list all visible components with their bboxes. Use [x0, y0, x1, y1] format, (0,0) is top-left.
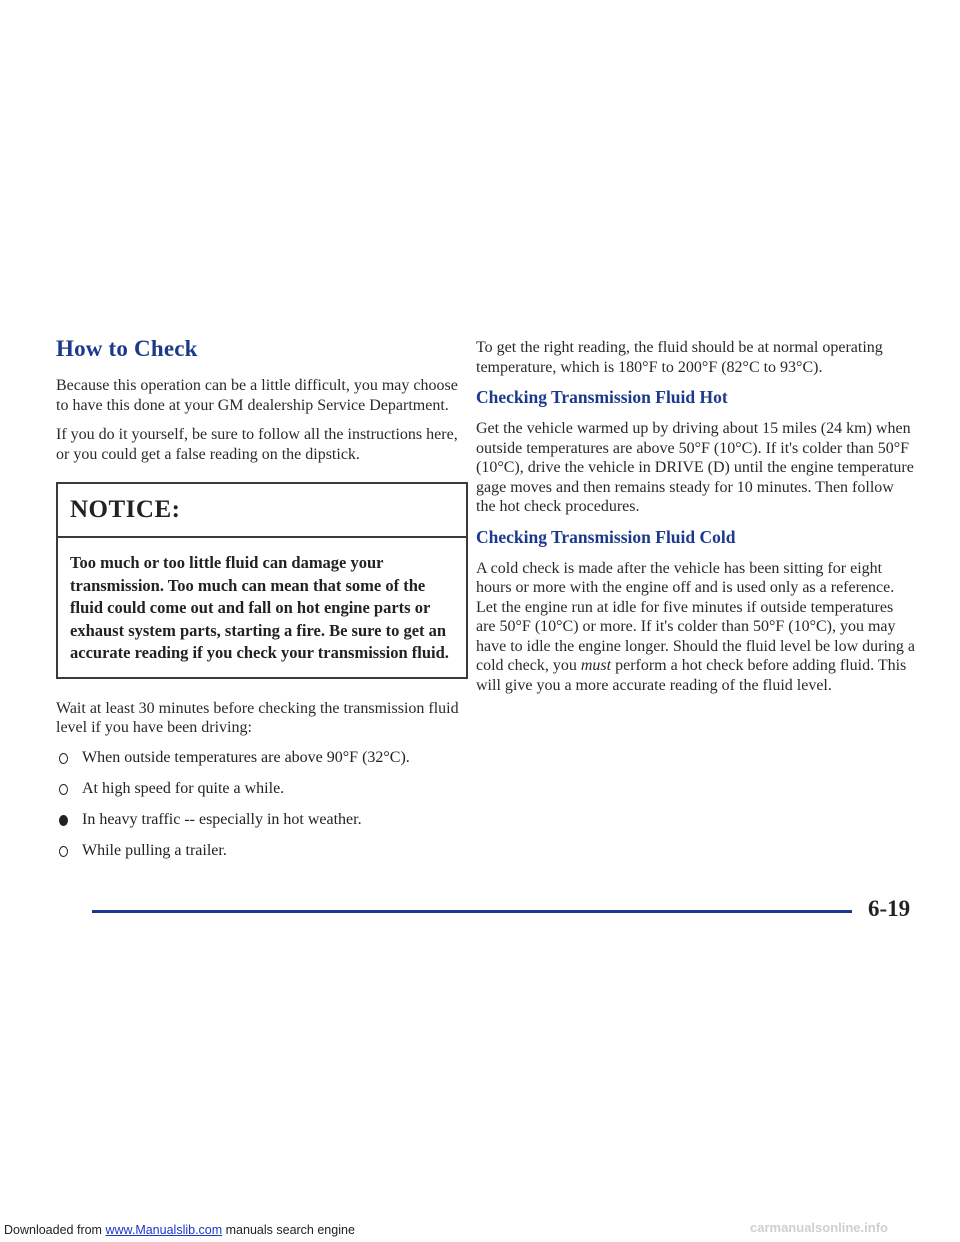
footer-suffix: manuals search engine — [222, 1223, 355, 1237]
notice-box — [56, 482, 468, 679]
notice-title: NOTICE: — [58, 484, 466, 538]
list-item-text: At high speed for quite a while. — [82, 779, 285, 797]
page-number: 6-19 — [868, 896, 911, 921]
bullet-icon — [59, 846, 68, 857]
list-item — [56, 779, 470, 798]
list-item — [56, 841, 470, 860]
cold-check-paragraph — [476, 559, 916, 696]
instructions-paragraph: If you do it yourself, be sure to follow all the instructions here, or you could get a false reading on the dipstick. — [56, 426, 458, 463]
left-column — [56, 336, 470, 872]
cold-check-heading: Checking Transmission Fluid Cold — [476, 526, 736, 547]
temperature-paragraph: To get the right reading, the fluid should be at normal operating temperature, which is 180°F to 200°F (82°C to 93°C). — [476, 339, 883, 376]
right-column — [476, 338, 916, 705]
condition-list — [56, 748, 470, 860]
footer-rule — [92, 910, 852, 913]
bullet-icon — [59, 815, 68, 826]
hot-check-paragraph: Get the vehicle warmed up by driving about 15 miles (24 km) when outside temperatures are above 50°F (10°C). If it's colder than 50°F (10°C), drive the vehicle in DRIVE (D) until the engine temperature gage moves and then remains steady for 10 minutes. Then follow the hot check procedures. — [476, 420, 914, 515]
download-footer — [4, 1223, 355, 1237]
list-item — [56, 810, 470, 829]
hot-check-heading: Checking Transmission Fluid Hot — [476, 387, 728, 407]
manualslib-link[interactable]: www.Manualslib.com — [105, 1223, 223, 1237]
intro-paragraph: Because this operation can be a little difficult, you may choose to have this done at your GM dealership Service Department. — [56, 377, 458, 414]
list-item-text: While pulling a trailer. — [82, 841, 227, 859]
section-heading: How to Check — [56, 336, 198, 361]
bullet-icon — [59, 753, 68, 764]
cold-check-text-2: perform a hot check before adding fluid. This will give you a more accurate reading of the fluid level. — [476, 657, 907, 694]
cold-check-text-1: A cold check is made after the vehicle has been sitting for eight hours or more with the engine off and is used only as a reference. Let the engine run at idle for five minutes if outside temperatures are 50°F (10°C) or more. If it's colder than 50°F (10°C), you may have to idle the engine longer. Should the fluid level be low during a cold check, you — [476, 559, 916, 674]
watermark: carmanualsonline.info — [750, 1220, 888, 1235]
footer-prefix: Downloaded from — [4, 1223, 106, 1237]
cold-check-emphasis: must — [580, 657, 612, 674]
wait-paragraph: Wait at least 30 minutes before checking the transmission fluid level if you have been driving: — [56, 699, 459, 736]
list-item — [56, 748, 470, 767]
bullet-icon — [59, 784, 68, 795]
notice-text: Too much or too little fluid can damage your transmission. Too much can mean that some of the fluid could come out and fall on hot engine parts or exhaust system parts, starting a fire. Be sure to get an accurate reading if you check your transmission fluid. — [70, 553, 449, 662]
list-item-text: In heavy traffic -- especially in hot weather. — [82, 810, 362, 828]
list-item-text: When outside temperatures are above 90°F (32°C). — [82, 748, 410, 766]
